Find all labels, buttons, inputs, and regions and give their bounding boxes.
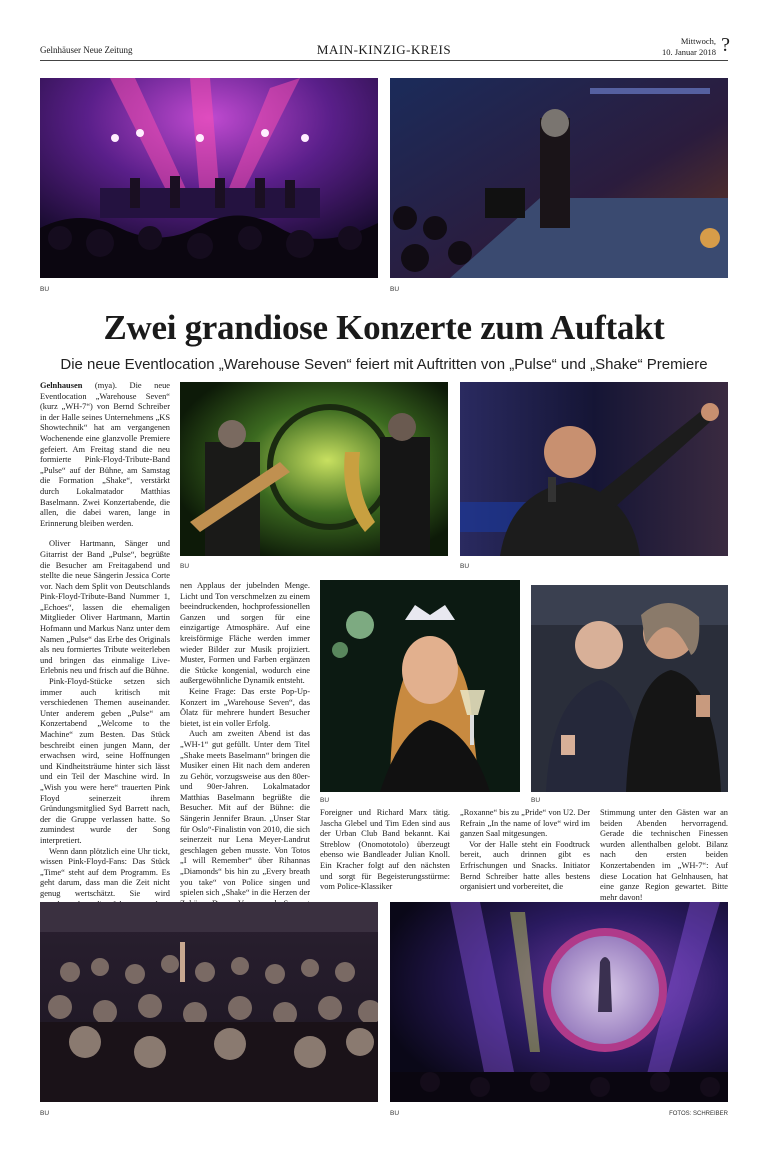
photo-caption: BU (531, 797, 541, 804)
photo-caption: BU (390, 286, 400, 293)
article-intro-text: (mya). Die neue Eventlocation „Warehouse Seven“ (kurz „WH-7“) von Bernd Schreiber in der Halle seines Unternehmens „KS Showtechnik“ hat am vergangenen Wochenende eine glanzvolle Premiere gefeiert. Am Freitag stand die neu formierte Pink-Floyd-Tribute-Band „Pulse“ auf der Bühne, am Samstag die Formation „Shake“, verstärkt durch Lokalmatador Matthias Baselmann. Zwei Konzertabende, die allen, die dabei waren, lange in Erinnerung bleiben werden. (40, 381, 170, 528)
photo-caption: BU (320, 797, 330, 804)
article-paragraph: Wenn dann plötzlich eine Uhr tickt, wissen Pink-Floyd-Fans: Das Stück „Time“ steht auf dem Programm. Es geht darum, dass man die Zeit nicht genug wertschätzt. Sie wird (40, 846, 170, 898)
article-paragraph: Keine Frage: Das erste Pop-Up-Konzert im „Warehouse Seven“, das Ölatz für mehrere hundert Besucher bietet, ist ein voller Erfolg. (180, 686, 310, 728)
photo-concert-stage-right (390, 78, 728, 278)
photo-caption: BU (40, 286, 50, 293)
photo-guitar-sax (180, 382, 448, 556)
article-paragraph: Stimmung unter den Gästen war an beiden Abenden hervorragend. Gerade die technischen Finessen wurden allenthalben gelobt. Bilanz nach den ersten beiden Konzertabenden im „WH-7“: Auf diese Location hat Gelnhausen, hat eine ganze Region gewartet. Bitte mehr davon! (600, 808, 728, 902)
article-column-5 (600, 808, 728, 903)
article-paragraph: Vor der Halle steht ein Foodtruck bereit, auch drinnen gibt es Erfrischungen und Snacks. Initiator Bernd Schreiber hatte alles bestens organisiert und vorbereitet, die (460, 839, 590, 892)
article-dateline: Gelnhausen (40, 381, 83, 390)
page-marker: ? (721, 34, 730, 56)
article-column-1 (40, 381, 170, 963)
photo-caption: BU (40, 1110, 50, 1117)
photo-concert-stage-left (40, 78, 378, 278)
article-headline: Zwei grandiose Konzerte zum Auftakt (103, 308, 665, 347)
article-paragraph: nen Applaus der jubelnden Menge. Licht und Ton verschmelzen zu einem beeindruckenden, hochprofessionellen Ganzen und sorgen für eine einzigartige Atmosphäre. Auf eine kreisförmige Fläche werden immer wieder Bilder zur Musik projiziert. Muster, Formen und Farben ergänzen die Stücke kongenial, wodurch eine außergewöhnliche Dynamik entsteht. (180, 581, 310, 686)
photo-caption: BU (180, 563, 190, 570)
article-paragraph: Oliver Hartmann, Sänger und Gitarrist der Band „Pulse“, begrüßte die Besucher am Freitagabend und stellte die neue Sängerin Jessica Corte vor. Nach dem Split von Deutschlands Pink-Floyd-Tribute-Band Nummer 1, „Echoes“, lassen die ehemaligen Mitglieder Oliver Hartmann, Martin Hofmann und Markus Nanz unter dem Namen „Pulse“ das Erbe des Originals als neu formiertes Tribute weiterleben und bringen das einmalige Live-Erlebnis neu und frisch auf die Bühne. (40, 539, 170, 676)
section-title: MAIN-KINZIG-KREIS (316, 42, 452, 57)
article-column-2 (180, 581, 310, 920)
article-intro (40, 381, 170, 529)
article-paragraph: Auch am zweiten Abend ist das „WH-1“ gut gefüllt. Unter dem Titel „Shake meets Baselmann“ bringen die Musiker einen Hit nach dem anderen zu Gehör, vorzugsweise aus den 80er- und 90er-Jahren. Lokalmatador Matthias Baselmann begrüßte die Besucher. Mit auf der Bühne: die Sängerin Jennifer Braun. „Unser Star für Oslo“-Finalistin von 2010, die sich seinerzeit nur Lena Meyer-Landrut geschlagen geben musste. Von Totos „I will Remember“ über Rihannas „Diamonds“ bis hin zu „Every breath you take“ von Police singen und spielen sich „Shake“ in die Herzen der (180, 729, 310, 898)
photo-caption: BU (390, 1110, 400, 1117)
article-column-3 (320, 808, 450, 893)
article-paragraph: Foreigner und Richard Marx tätig. Jascha Glebel und Tim Eden sind aus der Urban Club Band bekannt. Kai Streblow (Onomototolo) überzeugt ebenso wie Bandleader Julian Knoll. Ein Kracher folgt auf den nächsten und sorgt für Begeisterungsstürme: vom Police-Klassiker (320, 808, 450, 892)
issue-date (662, 36, 716, 58)
photo-two-men-thumbs-up (531, 585, 728, 792)
article-paragraph: „Roxanne“ bis zu „Pride“ von U2. Der Refrain „In the name of love“ wird im ganzen Saal mitgesungen. (460, 808, 591, 839)
photo-stage-projection (390, 902, 728, 1102)
photo-singer-pointing (460, 382, 728, 556)
photo-singer-crown (320, 580, 520, 792)
article-paragraph: Pink-Floyd-Stücke setzen sich immer auch kritisch mit verschiedenen Themen auseinander. Unter anderem geben „Pulse“ am Konzertabend „Welcome to the Machine“ zum Besten. Das Stück beschreibt einen jungen Mann, der erwachsen wird, seine Hoffnungen und Kindheitsträume hinter sich lässt und ein Teil der Maschine wird. In „Wish you were here“ trauerten Pink Floyd seinerzeit ihrem Gründungsmitglied Syd Barrett nach, der die Gruppe verlassen hatte. So zumindest wurde der Song interpretiert. (40, 677, 170, 845)
newspaper-name: Gelnhäuser Neue Zeitung (40, 45, 133, 55)
issue-weekday: Mittwoch, (680, 36, 716, 46)
header-rule (40, 60, 728, 61)
photo-credit: FOTOS: SCHREIBER (669, 1111, 728, 1117)
photo-crowd (40, 902, 378, 1102)
issue-date-text: 10. Januar 2018 (661, 47, 716, 57)
article-column-4 (460, 808, 590, 893)
article-subheadline: Die neue Eventlocation „Warehouse Seven“ feiert mit Auftritten von „Pulse“ und „Shake“ Premiere (60, 356, 708, 373)
photo-caption: BU (460, 563, 470, 570)
